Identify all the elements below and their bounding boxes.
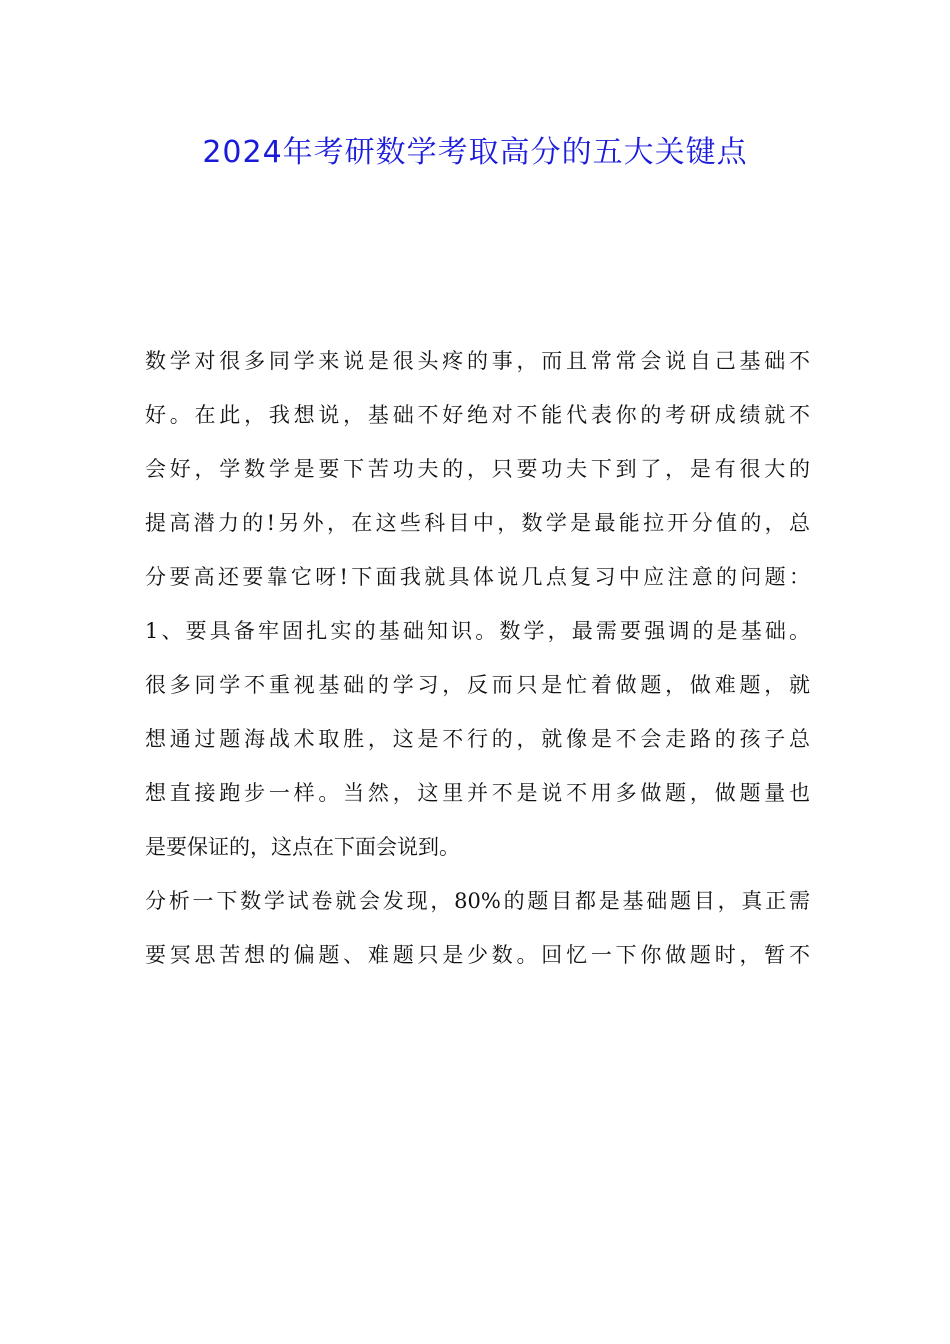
paragraph-line-3: 会好，学数学是要下苦功夫的，只要功夫下到了，是有很大的	[145, 457, 810, 481]
paragraph-line-8: 想通过题海战术取胜，这是不行的，就像是不会走路的孩子总	[145, 727, 810, 751]
paragraph-line-6: 1、要具备牢固扎实的基础知识。数学，最需要强调的是基础。	[145, 619, 810, 643]
paragraph-line-5: 分要高还要靠它呀!下面我就具体说几点复习中应注意的问题：	[145, 565, 810, 589]
paragraph-line-2: 好。在此，我想说，基础不好绝对不能代表你的考研成绩就不	[145, 403, 810, 427]
paragraph-line-7: 很多同学不重视基础的学习，反而只是忙着做题，做难题，就	[145, 673, 810, 697]
paragraph-line-10: 是要保证的，这点在下面会说到。	[145, 835, 460, 859]
paragraph-line-12: 要冥思苦想的偏题、难题只是少数。回忆一下你做题时，暂不	[145, 943, 810, 967]
paragraph-line-1: 数学对很多同学来说是很头疼的事，而且常常会说自己基础不	[145, 349, 810, 373]
paragraph-line-11: 分析一下数学试卷就会发现，80%的题目都是基础题目，真正需	[145, 889, 810, 913]
paragraph-line-4: 提高潜力的!另外，在这些科目中，数学是最能拉开分值的，总	[145, 511, 810, 535]
paragraph-line-9: 想直接跑步一样。当然，这里并不是说不用多做题，做题量也	[145, 781, 810, 805]
document-body	[145, 334, 810, 982]
document-title: 2024年考研数学考取高分的五大关键点	[202, 135, 748, 170]
